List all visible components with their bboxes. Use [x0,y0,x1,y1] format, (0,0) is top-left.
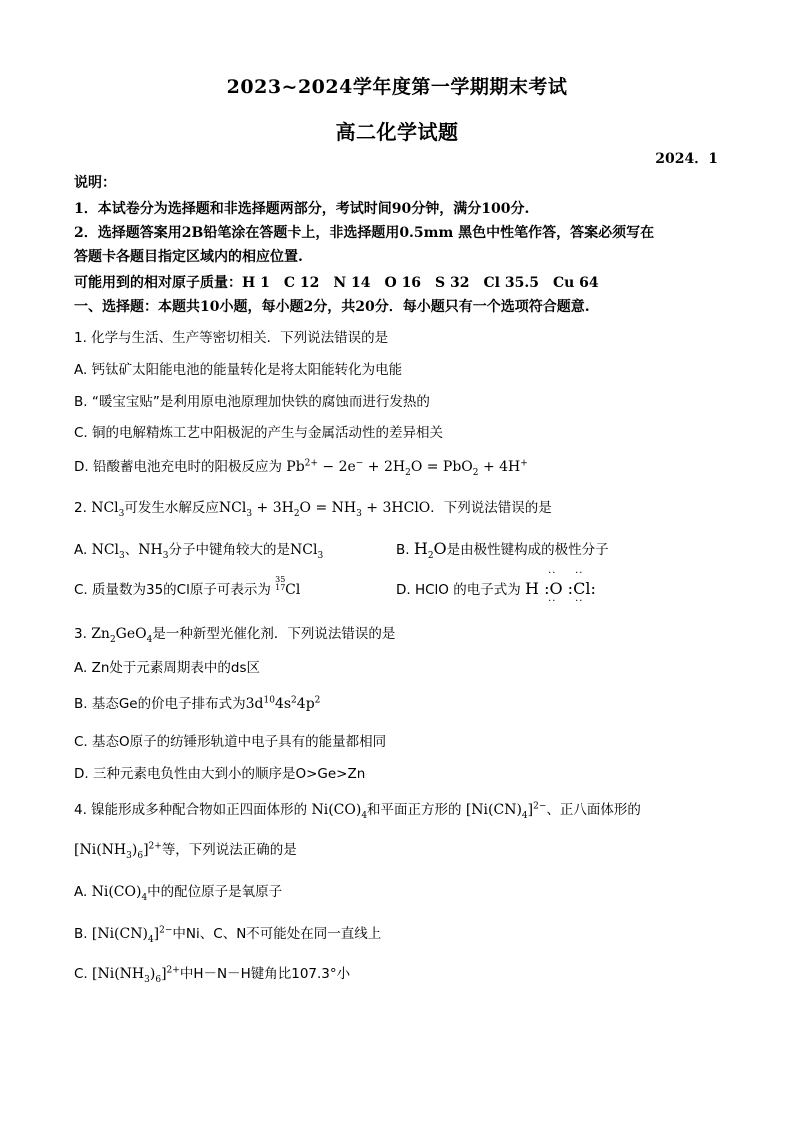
question-4-option-a: A. $Ni(CO)_4$中的配位原子是氧原子 [74,884,283,903]
exam-subtitle: 高二化学试题 [335,120,459,144]
note-2-line-1: 2．选择题答案用2B铅笔涂在答题卡上，非选择题用0.5mm 黑色中性笔作答，答案必须写在 [74,225,655,241]
question-3-option-c: C. 基态O原子的纺锤形轨道中电子具有的能量都相同 [74,734,387,750]
question-3-option-d: D. 三种元素电负性由大到小的顺序是O>Ge>Zn [74,766,366,782]
section-heading: 一、选择题：本题共10小题，每小题2分，共20分．每小题只有一个选项符合题意. [74,299,590,315]
question-2-option-d: D. HClO 的电子式为 H : ·· ·· O :Cl ·· ·· : [396,568,596,607]
question-2-option-a: A. NCl$_3$、$NH_3$分子中键角较大的是NCl$_3$ [74,542,324,561]
note-2-line-2: 答题卡各题目指定区域内的相应位置. [74,249,303,265]
question-4-stem-line-1: 4. 镍能形成多种配合物如正四面体形的 $Ni(CO)_4$和平面正方形的 $[Ni(CN)_4]^{2-}$、正八面体形的 [74,801,641,821]
hclo-lewis-structure: H : ·· ·· O :Cl ·· ·· : [525,568,596,607]
note-1: 1．本试卷分为选择题和非选择题两部分，考试时间90分钟，满分100分. [74,201,530,217]
question-3-option-a: A. Zn处于元素周期表中的ds区 [74,660,260,676]
question-2-option-b: B. $H_2O$是由极性键构成的极性分子 [396,539,609,562]
question-1-option-b: B. “暖宝宝贴”是利用原电池原理加快铁的腐蚀而进行发热的 [74,394,430,410]
question-4-stem-line-2: $[Ni(NH_3)_6]^{2+}$等，下列说法正确的是 [74,841,297,861]
exam-title: 2023~2024学年度第一学期期末考试 [226,76,568,98]
question-2-option-c: C. 质量数为35的Cl原子可表示为 35 17 Cl [74,575,301,598]
atomic-masses: 可能用到的相对原子质量：H 1 C 12 N 14 O 16 S 32 Cl 35.5 Cu 64 [74,275,599,291]
question-3-stem: 3. $Zn_2GeO_4$是一种新型光催化剂．下列说法错误的是 [74,626,396,645]
question-1-stem: 1. 化学与生活、生产等密切相关．下列说法错误的是 [74,330,389,346]
question-4-option-c: C. $[Ni(NH_3)_6]^{2+}$中H－N－H键角比107.3°小 [74,965,351,985]
option-d-equation: $Pb^{2+} - 2e^- + 2H_2O = PbO_2 + 4H^+$ [286,458,528,478]
exam-date: 2024．1 [655,151,718,167]
question-4-option-b: B. $[Ni(CN)_4]^{2-}$中Ni、C、N不可能处在同一直线上 [74,925,382,945]
question-1-option-c: C. 铜的电解精炼工艺中阳极泥的产生与金属活动性的差异相关 [74,425,444,441]
notes-heading: 说明： [74,175,116,191]
question-1-option-d [74,455,528,478]
question-2-stem: 2. NCl$_3$可发生水解反应$NCl_3 + 3H_2O = NH_3$ + 3HClO．下列说法错误的是 [74,500,552,519]
question-3-option-b: B. 基态Ge的价电子排布式为$3d^{10}4s^24p^2$ [74,695,321,712]
question-1-option-a: A. 钙钛矿太阳能电池的能量转化是将太阳能转化为电能 [74,362,403,378]
option-d-text: D. 铅酸蓄电池充电时的阳极反应为 [74,459,282,475]
